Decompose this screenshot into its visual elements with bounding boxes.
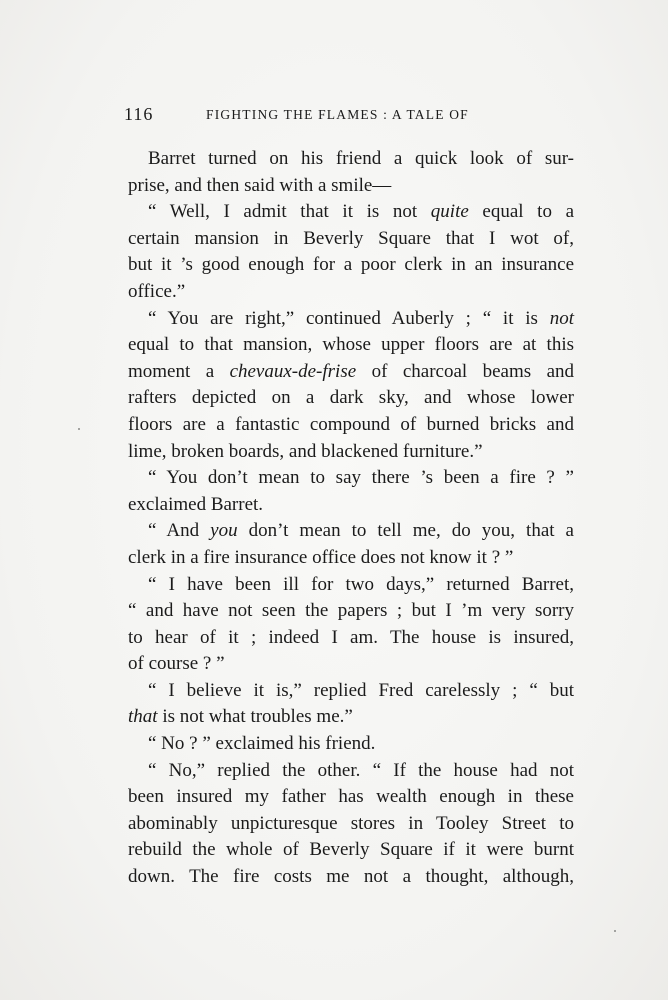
text-line: “ I have been ill for two days,” returned Barret, [148,573,574,595]
text-line: “ No,” replied the other. “ If the house had not [148,759,574,781]
text-line: clerk in a fire insurance office does not know it ? ” [128,546,514,568]
page-number: 116 [124,104,154,124]
text-line: equal to that mansion, whose upper floors are at this [128,334,574,356]
text-line: certain mansion in Beverly Square that I wot of, [128,227,574,249]
text-line: prise, and then said with a smile— [128,174,392,196]
text-line: “ You don’t mean to say there ’s been a fire ? ” [148,467,574,489]
italic-word: you [210,520,238,542]
text-line: “ No ? ” exclaimed his friend. [148,733,376,755]
text-line: Barret turned on his friend a quick look of sur- [148,148,574,169]
text-line: rafters depicted on a dark sky, and whose lower [128,387,574,409]
print-speck [614,930,616,932]
print-speck [78,428,80,430]
italic-word: quite [430,201,469,223]
text-line: exclaimed Barret. [128,493,264,515]
body-text [128,146,574,891]
running-head-title: FIGHTING THE FLAMES : A TALE OF [206,107,469,122]
text-line: “ I believe it is,” replied Fred carelessly ; “ but [148,679,574,701]
text-line: “ And you don’t mean to tell me, do you, that a [148,520,574,542]
text-line: “ and have not seen the papers ; but I ’m very sorry [128,600,574,622]
italic-word: that [128,706,158,728]
text-line: abominably unpicturesque stores in Tooley Street to [128,812,574,834]
text-line: office.” [128,280,186,302]
italic-word: not [549,307,574,329]
text-line: that is not what troubles me.” [128,706,353,728]
running-head [124,104,584,128]
text-line: “ You are right,” continued Auberly ; “ it is not [148,307,574,329]
text-line: moment a chevaux-de-frise of charcoal beams and [128,360,575,382]
text-line: but it ’s good enough for a poor clerk in an insurance [128,254,574,276]
text-line: of course ? ” [128,653,225,675]
italic-word: chevaux-de-frise [229,360,357,382]
text-line: lime, broken boards, and blackened furniture.” [128,440,483,462]
text-line: down. The fire costs me not a thought, although, [128,866,574,888]
text-line: been insured my father has wealth enough in these [128,786,574,808]
text-line: rebuild the whole of Beverly Square if it were burnt [128,839,574,861]
text-line: to hear of it ; indeed I am. The house is insured, [128,626,574,648]
text-line: floors are a fantastic compound of burned bricks and [128,413,574,435]
text-line: “ Well, I admit that it is not quite equal to a [148,201,575,223]
